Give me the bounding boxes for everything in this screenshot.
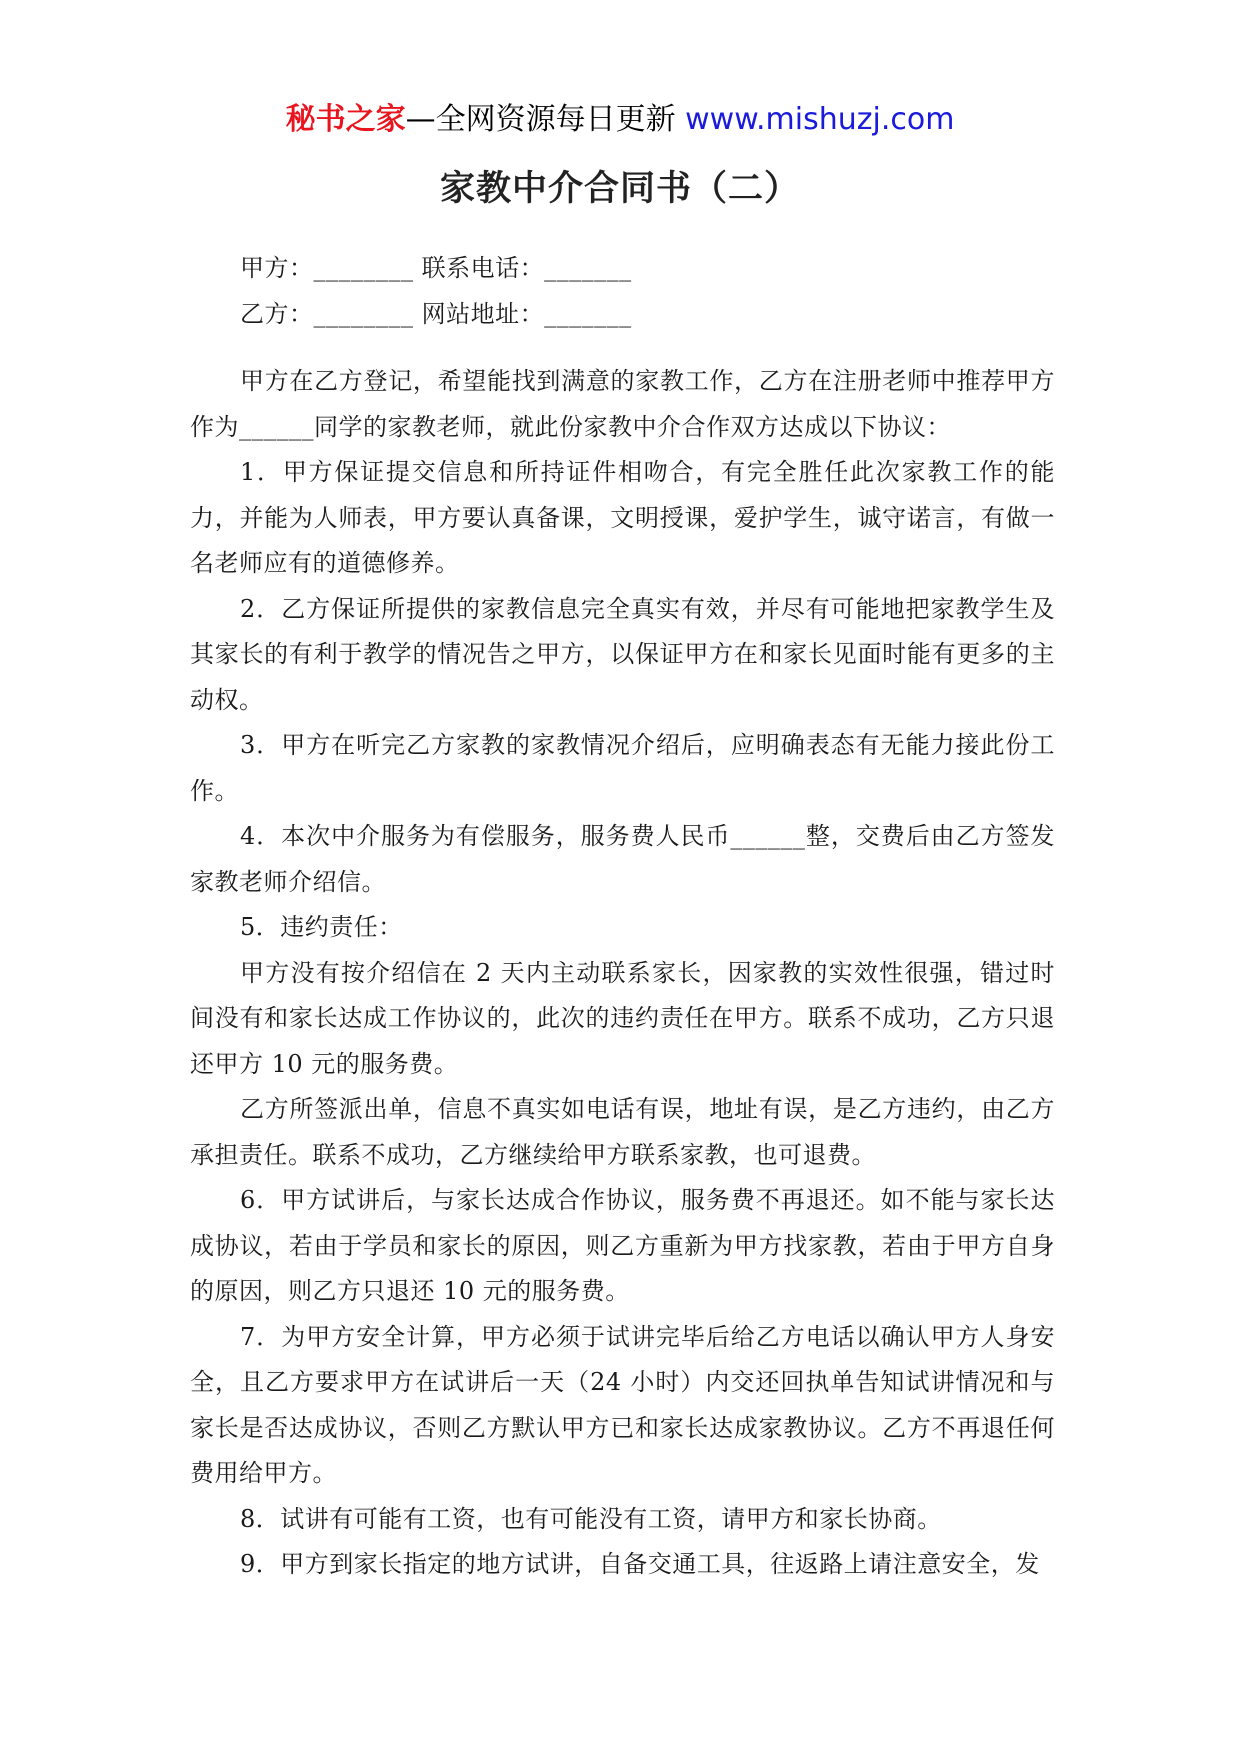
brand-name: 秘书之家	[285, 102, 406, 137]
site-url[interactable]: www.mishuzj.com	[685, 102, 955, 137]
clause-5: 5．违约责任：	[240, 913, 403, 941]
clause-5-party-b: 乙方所签派出单，信息不真实如电话有误，地址有误，是乙方违约，由乙方承担责任。联系不成功，乙方继续给甲方联系家教，也可退费。	[190, 1095, 1055, 1169]
site-header	[0, 100, 1240, 140]
paragraph-intro: 甲方在乙方登记，希望能找到满意的家教工作，乙方在注册老师中推荐甲方作为______同学的家教老师，就此份家教中介合作双方达成以下协议：	[190, 367, 1055, 441]
document-title: 家教中介合同书（二）	[439, 168, 800, 209]
header-slogan: —全网资源每日更新	[405, 102, 676, 137]
clause-9: 9．甲方到家长指定的地方试讲，自备交通工具，往返路上请注意安全，发	[240, 1550, 1040, 1578]
clause-5-party-a: 甲方没有按介绍信在 2 天内主动联系家长，因家教的实效性很强，错过时间没有和家长达成工作协议的，此次的违约责任在甲方。联系不成功，乙方只退还甲方 10 元的服务费。	[190, 958, 1055, 1078]
clause-1: 1．甲方保证提交信息和所持证件相吻合，有完全胜任此次家教工作的能力，并能为人师表，甲方要认真备课，文明授课，爱护学生，诚守诺言，有做一名老师应有的道德修养。	[190, 458, 1055, 577]
clause-4: 4．本次中介服务为有偿服务，服务费人民币______整，交费后由乙方签发家教老师介绍信。	[190, 822, 1055, 896]
clause-2: 2．乙方保证所提供的家教信息完全真实有效，并尽有可能地把家教学生及其家长的有利于教学的情况告之甲方，以保证甲方在和家长见面时能有更多的主动权。	[190, 594, 1055, 714]
party-a-field: 甲方：________ 联系电话：_______	[240, 254, 632, 282]
document-body	[190, 246, 1055, 1588]
clause-6: 6．甲方试讲后，与家长达成合作协议，服务费不再退还。如不能与家长达成协议，若由于学员和家长的原因，则乙方重新为甲方找家教，若由于甲方自身的原因，则乙方只退还 10 元的服务费。	[190, 1186, 1055, 1305]
party-b-field: 乙方：________ 网站地址：_______	[240, 299, 632, 328]
clause-8: 8．试讲有可能有工资，也有可能没有工资，请甲方和家长协商。	[240, 1504, 942, 1533]
clause-3: 3．甲方在听完乙方家教的家教情况介绍后，应明确表态有无能力接此份工作。	[190, 731, 1055, 805]
clause-7: 7．为甲方安全计算，甲方必须于试讲完毕后给乙方电话以确认甲方人身安全，且乙方要求甲方在试讲后一天（24 小时）内交还回执单告知试讲情况和与家长是否达成协议，否则乙方默认甲方已和家长达成家教协议。乙方不再退任何费用给甲方。	[190, 1322, 1055, 1487]
